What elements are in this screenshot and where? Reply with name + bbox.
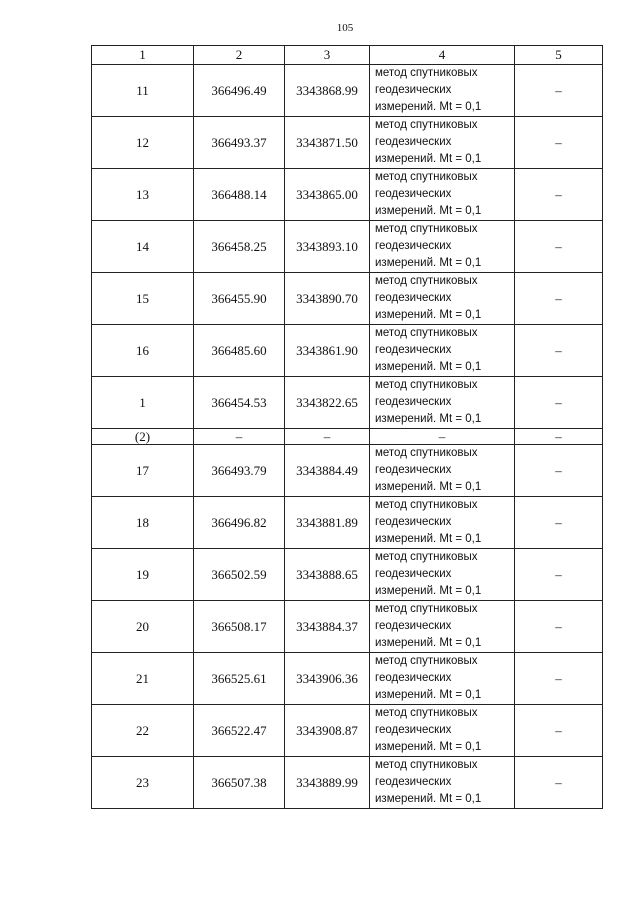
table-row bbox=[92, 445, 603, 497]
cell-point-number: (2) bbox=[92, 429, 194, 445]
cell-method: метод спутниковых геодезических измерений. Mt = 0,1 bbox=[370, 377, 515, 429]
cell-method: – bbox=[370, 429, 515, 445]
cell-coordinate-y: 3343884.49 bbox=[285, 445, 370, 497]
cell-point-number: 20 bbox=[92, 601, 194, 653]
table-body bbox=[92, 65, 603, 809]
cell-coordinate-y: 3343822.65 bbox=[285, 377, 370, 429]
header-col-2: 2 bbox=[194, 46, 285, 65]
cell-point-number: 16 bbox=[92, 325, 194, 377]
cell-method: метод спутниковых геодезических измерений. Mt = 0,1 bbox=[370, 653, 515, 705]
cell-point-number: 22 bbox=[92, 705, 194, 757]
cell-coordinate-x: 366522.47 bbox=[194, 705, 285, 757]
table-row bbox=[92, 601, 603, 653]
cell-note: – bbox=[515, 169, 603, 221]
cell-method: метод спутниковых геодезических измерений. Mt = 0,1 bbox=[370, 601, 515, 653]
cell-note: – bbox=[515, 117, 603, 169]
cell-note: – bbox=[515, 497, 603, 549]
cell-method: метод спутниковых геодезических измерений. Mt = 0,1 bbox=[370, 705, 515, 757]
cell-method: метод спутниковых геодезических измерений. Mt = 0,1 bbox=[370, 65, 515, 117]
cell-note: – bbox=[515, 601, 603, 653]
cell-coordinate-x: 366525.61 bbox=[194, 653, 285, 705]
cell-coordinate-y: 3343889.99 bbox=[285, 757, 370, 809]
cell-note: – bbox=[515, 273, 603, 325]
table-row bbox=[92, 169, 603, 221]
cell-coordinate-y: 3343906.36 bbox=[285, 653, 370, 705]
table-row bbox=[92, 497, 603, 549]
cell-method: метод спутниковых геодезических измерений. Mt = 0,1 bbox=[370, 325, 515, 377]
table-row bbox=[92, 221, 603, 273]
cell-coordinate-y: 3343865.00 bbox=[285, 169, 370, 221]
cell-point-number: 14 bbox=[92, 221, 194, 273]
cell-point-number: 21 bbox=[92, 653, 194, 705]
cell-coordinate-x: 366496.82 bbox=[194, 497, 285, 549]
cell-point-number: 23 bbox=[92, 757, 194, 809]
cell-method: метод спутниковых геодезических измерений. Mt = 0,1 bbox=[370, 549, 515, 601]
cell-note: – bbox=[515, 65, 603, 117]
cell-method: метод спутниковых геодезических измерений. Mt = 0,1 bbox=[370, 757, 515, 809]
header-col-3: 3 bbox=[285, 46, 370, 65]
cell-method: метод спутниковых геодезических измерений. Mt = 0,1 bbox=[370, 273, 515, 325]
cell-coordinate-x: 366485.60 bbox=[194, 325, 285, 377]
cell-coordinate-y: 3343890.70 bbox=[285, 273, 370, 325]
table-row bbox=[92, 653, 603, 705]
table-header-row bbox=[92, 46, 603, 65]
coordinates-table bbox=[91, 45, 603, 809]
cell-note: – bbox=[515, 757, 603, 809]
page-number: 105 bbox=[336, 22, 354, 34]
cell-coordinate-y: 3343893.10 bbox=[285, 221, 370, 273]
cell-point-number: 15 bbox=[92, 273, 194, 325]
cell-coordinate-x: 366502.59 bbox=[194, 549, 285, 601]
header-col-4: 4 bbox=[370, 46, 515, 65]
cell-note: – bbox=[515, 705, 603, 757]
cell-note: – bbox=[515, 549, 603, 601]
cell-coordinate-y: 3343888.65 bbox=[285, 549, 370, 601]
cell-coordinate-y: 3343861.90 bbox=[285, 325, 370, 377]
cell-point-number: 17 bbox=[92, 445, 194, 497]
table-row bbox=[92, 273, 603, 325]
cell-coordinate-y: 3343871.50 bbox=[285, 117, 370, 169]
cell-coordinate-x: 366458.25 bbox=[194, 221, 285, 273]
header-col-1: 1 bbox=[92, 46, 194, 65]
header-col-5: 5 bbox=[515, 46, 603, 65]
cell-point-number: 11 bbox=[92, 65, 194, 117]
cell-point-number: 1 bbox=[92, 377, 194, 429]
cell-coordinate-y: 3343884.37 bbox=[285, 601, 370, 653]
table-row bbox=[92, 117, 603, 169]
cell-coordinate-x: – bbox=[194, 429, 285, 445]
cell-note: – bbox=[515, 445, 603, 497]
cell-method: метод спутниковых геодезических измерений. Mt = 0,1 bbox=[370, 497, 515, 549]
cell-method: метод спутниковых геодезических измерений. Mt = 0,1 bbox=[370, 169, 515, 221]
cell-note: – bbox=[515, 377, 603, 429]
cell-method: метод спутниковых геодезических измерений. Mt = 0,1 bbox=[370, 445, 515, 497]
cell-coordinate-y: 3343908.87 bbox=[285, 705, 370, 757]
table-row bbox=[92, 325, 603, 377]
cell-point-number: 19 bbox=[92, 549, 194, 601]
cell-coordinate-y: – bbox=[285, 429, 370, 445]
cell-point-number: 18 bbox=[92, 497, 194, 549]
cell-coordinate-x: 366493.37 bbox=[194, 117, 285, 169]
table-row bbox=[92, 549, 603, 601]
table-separator-row bbox=[92, 429, 603, 445]
cell-note: – bbox=[515, 221, 603, 273]
cell-coordinate-y: 3343881.89 bbox=[285, 497, 370, 549]
cell-point-number: 13 bbox=[92, 169, 194, 221]
table-row bbox=[92, 65, 603, 117]
cell-coordinate-y: 3343868.99 bbox=[285, 65, 370, 117]
cell-coordinate-x: 366454.53 bbox=[194, 377, 285, 429]
cell-note: – bbox=[515, 653, 603, 705]
cell-coordinate-x: 366455.90 bbox=[194, 273, 285, 325]
table-row bbox=[92, 705, 603, 757]
cell-coordinate-x: 366488.14 bbox=[194, 169, 285, 221]
table-row bbox=[92, 757, 603, 809]
cell-coordinate-x: 366493.79 bbox=[194, 445, 285, 497]
cell-note: – bbox=[515, 325, 603, 377]
cell-method: метод спутниковых геодезических измерений. Mt = 0,1 bbox=[370, 117, 515, 169]
cell-note: – bbox=[515, 429, 603, 445]
cell-coordinate-x: 366507.38 bbox=[194, 757, 285, 809]
cell-coordinate-x: 366496.49 bbox=[194, 65, 285, 117]
table-row bbox=[92, 377, 603, 429]
cell-point-number: 12 bbox=[92, 117, 194, 169]
cell-method: метод спутниковых геодезических измерений. Mt = 0,1 bbox=[370, 221, 515, 273]
cell-coordinate-x: 366508.17 bbox=[194, 601, 285, 653]
